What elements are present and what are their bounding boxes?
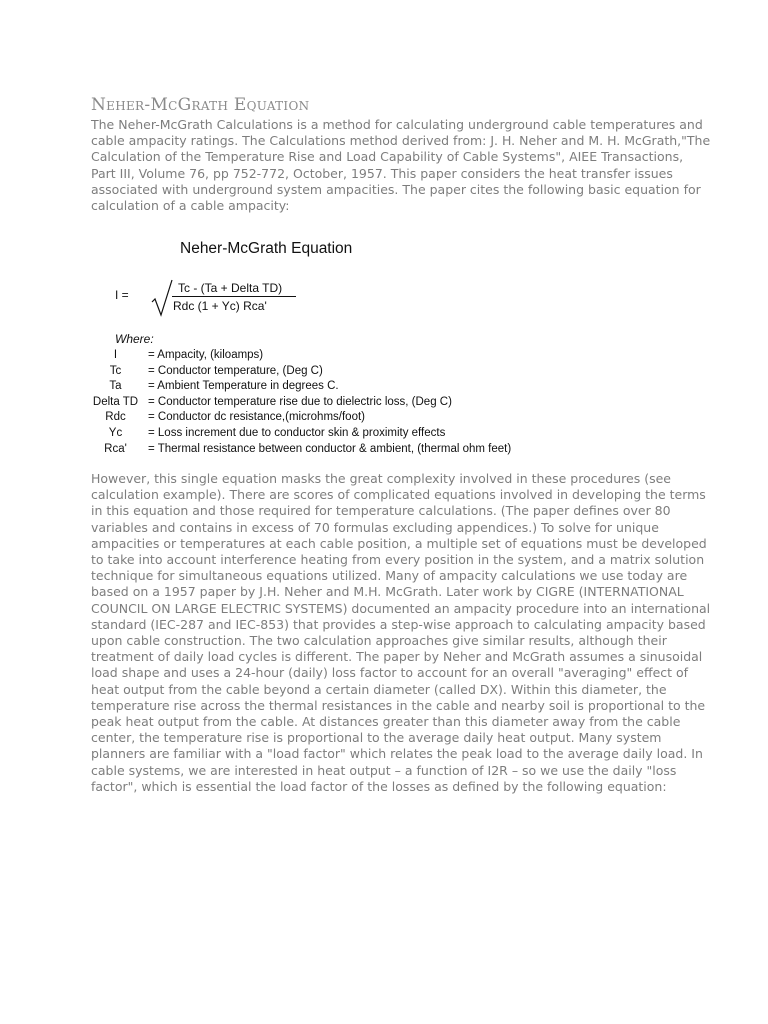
equation-numerator: Tc - (Ta + Delta TD) [178, 281, 283, 295]
definition-symbol: Rdc [105, 411, 126, 424]
page-title: Neher-McGrath Equation [91, 95, 310, 115]
equation-denominator: Rdc (1 + Yc) Rca' [173, 299, 267, 313]
definition-description: = Conductor dc resistance,(microhms/foot) [148, 411, 365, 424]
definition-symbol: Rca' [104, 442, 127, 455]
definition-description: = Thermal resistance between conductor & ambient, (thermal ohm feet) [148, 442, 512, 455]
definition-symbol: Tc [109, 364, 122, 377]
definition-symbol: Ta [109, 380, 122, 393]
where-label: Where: [115, 332, 154, 346]
definition-description: = Ambient Temperature in degrees C. [148, 380, 339, 393]
definition-symbol: Delta TD [92, 395, 139, 408]
definition-symbol: I [113, 349, 118, 361]
intro-paragraph: The Neher-McGrath Calculations is a method for calculating underground cable temperatures and cable ampacity ratings. The Calculations method derived from: J. H. Neher and M. H. McGrath,"The Calculation of the Temperature Rise and Load Capability of Cable Systems", AIEE Transactions, Part III, Volume 76, pp 752-772, October, 1957. This paper considers the heat transfer issues associated with underground system ampacities. The paper cites the following basic equation for calculation of a cable ampacity: [91, 117, 711, 214]
square-root-symbol [150, 278, 174, 318]
fraction-bar [172, 296, 296, 297]
figure-title: Neher-McGrath Equation [180, 240, 353, 257]
body-paragraph: However, this single equation masks the great complexity involved in these procedures (see calculation example). There are scores of complicated equations involved in developing the terms in this equation and those required for temperature calculations. (The paper defines over 80 variables and contains in excess of 70 formulas excluding appendices.) To solve for unique ampacities or temperatures at each cable position, a multiple set of equations must be developed to take into account interference heating from every position in the system, and a matrix solution technique for simultaneous equations utilized. Many of ampacity calculations we use today are based on a 1957 paper by J.H. Neher and M.H. McGrath. Later work by CIGRE (INTERNATIONAL COUNCIL ON LARGE ELECTRIC SYSTEMS) documented an ampacity procedure into an international standard (IEC-287 and IEC-853) that provides a step-wise approach to calculating ampacity based upon cable construction. The two calculation approaches give similar results, although their treatment of daily load cycles is different. The paper by Neher and McGrath assumes a sinusoidal load shape and uses a 24-hour (daily) loss factor to account for an overall "averaging" effect of heat output from the cable beyond a certain diameter (called DX). Within this diameter, the temperature rise across the thermal resistances in the cable and nearby soil is proportional to the peak heat output from the cable. At distances greater than this diameter away from the cable center, the temperature rise is proportional to the average daily heat output. Many system planners are familiar with a "load factor" which relates the peak load to the average daily load. In cable systems, we are interested in heat output – a function of I2R – so we use the daily "loss factor", which is essential the load factor of the losses as defined by the following equation: [91, 471, 711, 794]
equation-lhs: I = [115, 288, 129, 302]
definition-symbol: Yc [108, 426, 123, 439]
definition-description: = Conductor temperature, (Deg C) [148, 364, 323, 377]
equation-figure [0, 0, 768, 470]
definition-description: = Loss increment due to conductor skin & proximity effects [148, 426, 446, 439]
definition-description: = Conductor temperature rise due to dielectric loss, (Deg C) [148, 395, 452, 408]
definition-description: = Ampacity, (kiloamps) [148, 349, 264, 361]
